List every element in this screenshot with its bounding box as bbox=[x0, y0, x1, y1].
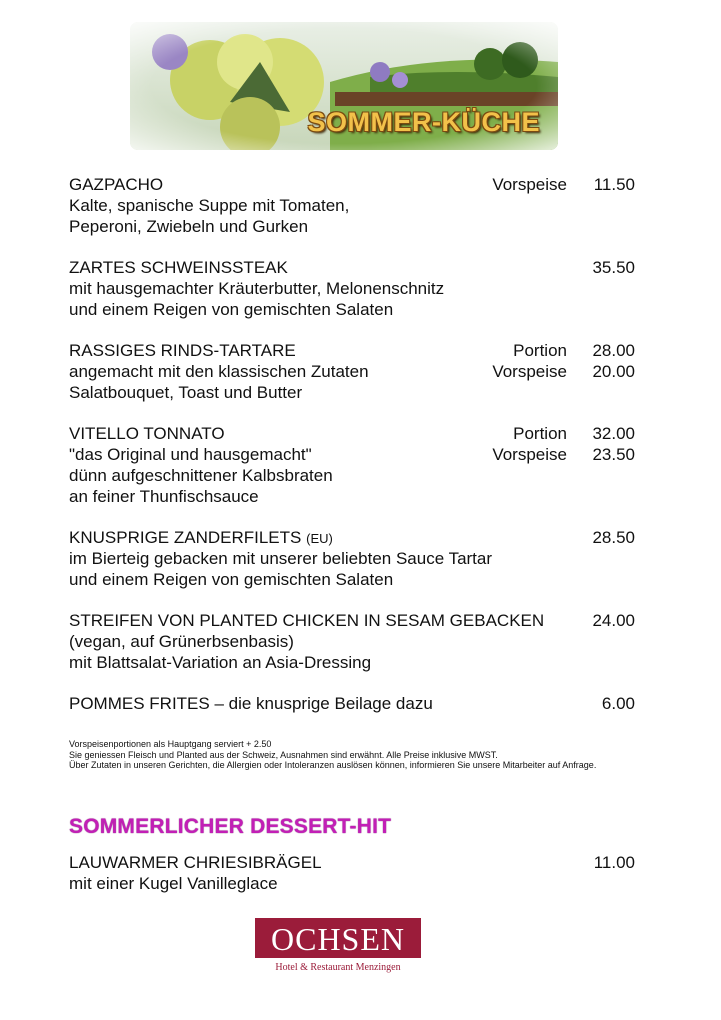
menu-item-title: STREIFEN VON PLANTED CHICKEN IN SESAM GEBACKEN bbox=[69, 611, 545, 630]
menu-item-description: und einem Reigen von gemischten Salaten bbox=[69, 570, 394, 589]
menu-item-row bbox=[69, 195, 637, 216]
menu-item-row bbox=[69, 486, 637, 507]
menu-item-description: mit Blattsalat-Variation an Asia-Dressing bbox=[69, 653, 372, 672]
menu-item-description: Salatbouquet, Toast und Butter bbox=[69, 383, 303, 402]
menu-item-price: 11.50 bbox=[593, 175, 635, 194]
menu-item-description: im Bierteig gebacken mit unserer beliebten Sauce Tartar bbox=[69, 549, 493, 568]
menu-item bbox=[69, 527, 637, 590]
menu-item bbox=[69, 610, 637, 673]
menu-item-row bbox=[69, 631, 637, 652]
menu-item-description: mit hausgemachter Kräuterbutter, Melonenschnitz bbox=[69, 279, 445, 298]
menu-item-title: RASSIGES RINDS-TARTARE bbox=[69, 341, 296, 360]
menu-item-price: 35.50 bbox=[592, 258, 635, 277]
restaurant-logo bbox=[255, 918, 421, 973]
menu-item bbox=[69, 693, 637, 714]
menu-item-row bbox=[69, 382, 637, 403]
menu-item-row bbox=[69, 652, 637, 673]
menu-item-row bbox=[69, 693, 637, 714]
menu-item-row bbox=[69, 257, 637, 278]
dessert-price: 11.00 bbox=[593, 853, 635, 872]
portion-label: Portion bbox=[513, 424, 567, 443]
note-line: Sie geniessen Fleisch und Planted aus der Schweiz, Ausnahmen sind erwähnt. Alle Preise inklusive MWST. bbox=[69, 749, 498, 760]
menu-item-title: POMMES FRITES – die knusprige Beilage dazu bbox=[69, 694, 433, 713]
menu-item-row bbox=[69, 444, 637, 465]
menu-item-price: 24.00 bbox=[592, 611, 635, 630]
dessert-title: LAUWARMER CHRIESIBRÄGEL bbox=[69, 853, 322, 872]
menu-item-price: 20.00 bbox=[592, 362, 635, 381]
menu-item-price: 32.00 bbox=[592, 424, 635, 443]
dessert-item bbox=[69, 852, 637, 894]
menu-item-row bbox=[69, 278, 637, 299]
portion-label: Portion bbox=[513, 341, 567, 360]
logo-name: OCHSEN bbox=[255, 918, 421, 958]
portion-label: Vorspeise bbox=[492, 175, 567, 194]
menu-item-title: GAZPACHO bbox=[69, 175, 164, 194]
note-line: Vorspeisenportionen als Hauptgang serviert + 2.50 bbox=[69, 739, 272, 749]
menu-item bbox=[69, 423, 637, 507]
dessert-heading: SOMMERLICHER DESSERT-HIT bbox=[69, 815, 392, 838]
portion-label: Vorspeise bbox=[492, 362, 567, 381]
menu-item-row bbox=[69, 361, 637, 382]
menu-item-description: "das Original und hausgemacht" bbox=[69, 445, 312, 464]
menu-item-title: KNUSPRIGE ZANDERFILETS bbox=[69, 528, 302, 547]
menu-item-price: 6.00 bbox=[601, 694, 635, 713]
menu-item-price: 23.50 bbox=[592, 445, 635, 464]
menu-item-description: und einem Reigen von gemischten Salaten bbox=[69, 300, 394, 319]
menu-item-title: VITELLO TONNATO bbox=[69, 424, 225, 443]
menu-item-price: 28.50 bbox=[592, 528, 635, 547]
menu-item-row bbox=[69, 174, 637, 195]
menu-item-row bbox=[69, 569, 637, 590]
menu-item-origin: (EU) bbox=[306, 531, 333, 546]
menu-item-title: ZARTES SCHWEINSSTEAK bbox=[69, 258, 288, 277]
menu-item-description: angemacht mit den klassischen Zutaten bbox=[69, 362, 369, 381]
logo-tagline: Hotel & Restaurant Menzingen bbox=[275, 962, 401, 973]
menu-item-description: dünn aufgeschnittener Kalbsbraten bbox=[69, 466, 333, 485]
menu-item-row bbox=[69, 423, 637, 444]
dessert-title-row bbox=[69, 852, 637, 873]
menu-item-price: 28.00 bbox=[592, 341, 635, 360]
menu-item-row bbox=[69, 527, 637, 548]
menu-item-description: Kalte, spanische Suppe mit Tomaten, bbox=[69, 196, 350, 215]
menu-item-row bbox=[69, 610, 637, 631]
menu-item bbox=[69, 340, 637, 403]
menu-item-description: Peperoni, Zwiebeln und Gurken bbox=[69, 217, 309, 236]
menu-item bbox=[69, 257, 637, 320]
menu-item-row bbox=[69, 216, 637, 237]
menu-item-row bbox=[69, 548, 637, 569]
menu-item-description: an feiner Thunfischsauce bbox=[69, 487, 259, 506]
menu-list bbox=[69, 174, 637, 734]
dessert-description: mit einer Kugel Vanilleglace bbox=[69, 874, 278, 893]
menu-item-row bbox=[69, 340, 637, 361]
header-photo bbox=[130, 22, 558, 150]
page-title: SOMMER-KÜCHE bbox=[307, 107, 540, 137]
menu-notes bbox=[69, 739, 649, 771]
portion-label: Vorspeise bbox=[492, 445, 567, 464]
menu-item bbox=[69, 174, 637, 237]
menu-item-description: (vegan, auf Grünerbsenbasis) bbox=[69, 632, 294, 651]
menu-item-row bbox=[69, 465, 637, 486]
note-line: Über Zutaten in unseren Gerichten, die Allergien oder Intoleranzen auslösen können, informieren Sie unsere Mitarbeiter auf Anfrage. bbox=[69, 760, 597, 770]
menu-item-row bbox=[69, 299, 637, 320]
